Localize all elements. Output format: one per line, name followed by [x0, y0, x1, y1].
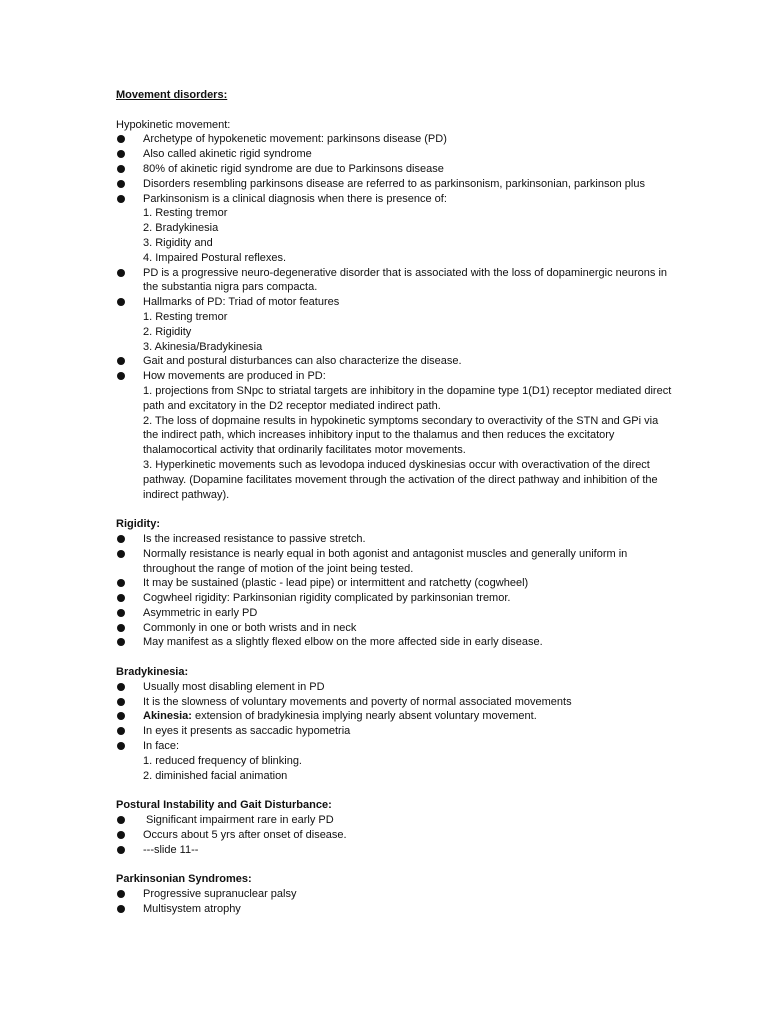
list-item: [116, 843, 676, 858]
list-item: [116, 680, 676, 695]
list-item: [116, 902, 676, 917]
section-hypokinetic: [116, 118, 676, 503]
list-item: [116, 621, 676, 636]
sub-item: 1. projections from SNpc to striatal targets are inhibitory in the dopamine type 1(D1) receptor mediated direct path and excitatory in the D2 receptor mediated indirect path.: [143, 384, 672, 412]
list-item-text: Asymmetric in early PD: [143, 606, 258, 619]
list-item: [116, 177, 676, 192]
list-item-text: Normally resistance is nearly equal in both agonist and antagonist muscles and generally uniform in throughout the range of motion of the joint being tested.: [143, 547, 628, 575]
bullet-icon: [117, 298, 125, 306]
bullet-icon: [117, 195, 125, 203]
list-item: [116, 295, 676, 354]
bullet-icon: [117, 831, 125, 839]
bullet-icon: [117, 535, 125, 543]
bullet-icon: [117, 150, 125, 158]
list-item: [116, 828, 676, 843]
bullet-icon: [117, 698, 125, 706]
list-item-text: Usually most disabling element in PD: [143, 680, 325, 693]
list-item: [116, 739, 676, 783]
sub-item: 2. diminished facial animation: [143, 769, 288, 782]
list-item-text: It is the slowness of voluntary movements and poverty of normal associated movements: [143, 695, 572, 708]
list-item-text: Cogwheel rigidity: Parkinsonian rigidity complicated by parkinsonian tremor.: [143, 592, 511, 605]
section-syndromes: [116, 872, 676, 916]
sub-item: 4. Impaired Postural reflexes.: [143, 251, 287, 264]
list-item: [116, 354, 676, 369]
list-item-text: Occurs about 5 yrs after onset of disease.: [143, 828, 347, 841]
list-item: [116, 606, 676, 621]
section-bradykinesia: [116, 665, 676, 783]
sub-item: 2. Bradykinesia: [143, 222, 219, 235]
list-item-text: In eyes it presents as saccadic hypometria: [143, 725, 351, 738]
sub-item: 1. reduced frequency of blinking.: [143, 754, 302, 767]
list-item: [116, 724, 676, 739]
bullet-icon: [117, 638, 125, 646]
bullet-icon: [117, 180, 125, 188]
list-item-text: Significant impairment rare in early PD: [146, 814, 334, 827]
list-item: [116, 547, 676, 577]
bullet-icon: [117, 712, 125, 720]
list-item-text: It may be sustained (plastic - lead pipe) or intermittent and ratchetty (cogwheel): [143, 577, 529, 590]
list-item: [116, 695, 676, 710]
list-item: [116, 576, 676, 591]
akinesia-term: Akinesia:: [143, 710, 192, 723]
list-item-text: Commonly in one or both wrists and in neck: [143, 621, 357, 634]
bullet-list: [116, 132, 676, 502]
bullet-icon: [117, 357, 125, 365]
bullet-icon: [117, 742, 125, 750]
bullet-icon: [117, 269, 125, 277]
bullet-icon: [117, 890, 125, 898]
list-item-text: How movements are produced in PD:: [143, 370, 326, 383]
list-item: [116, 132, 676, 147]
bullet-icon: [117, 372, 125, 380]
section-heading: Bradykinesia:: [116, 666, 189, 679]
bullet-icon: [117, 683, 125, 691]
bullet-icon: [117, 846, 125, 854]
section-heading: Rigidity:: [116, 518, 160, 531]
list-item-text: Gait and postural disturbances can also characterize the disease.: [143, 355, 462, 368]
list-item: [116, 162, 676, 177]
list-item: [116, 369, 676, 502]
list-item-text: Archetype of hypokenetic movement: parkinsons disease (PD): [143, 133, 447, 146]
bullet-icon: [117, 905, 125, 913]
list-item: [116, 709, 676, 724]
list-item: [116, 591, 676, 606]
list-item-text: Multisystem atrophy: [143, 902, 241, 915]
list-item-text: Hallmarks of PD: Triad of motor features: [143, 296, 340, 309]
section-rigidity: [116, 517, 676, 650]
list-item-text: Parkinsonism is a clinical diagnosis when there is presence of:: [143, 192, 447, 205]
list-item: [116, 266, 676, 296]
list-item-text: Progressive supranuclear palsy: [143, 888, 297, 901]
section-heading: Hypokinetic movement:: [116, 118, 231, 131]
sub-item: 1. Resting tremor: [143, 207, 228, 220]
bullet-list: [116, 887, 676, 917]
sub-item: 2. The loss of dopmaine results in hypokinetic symptoms secondary to overactivity of the STN and GPi via the indirect path, which increases inhibitory input to the thalamus and then reduces the excitatory thalamocortical activity that ordinarily facilitates motor movements.: [143, 414, 659, 457]
bullet-icon: [117, 579, 125, 587]
bullet-icon: [117, 816, 125, 824]
document-title: Movement disorders:: [116, 89, 228, 101]
section-heading: Postural Instability and Gait Disturbance:: [116, 799, 332, 812]
bullet-list: [116, 813, 676, 857]
sub-item: 2. Rigidity: [143, 325, 192, 338]
list-item-text: PD is a progressive neuro-degenerative disorder that is associated with the loss of dopaminergic neurons in the substantia nigra pars compacta.: [143, 266, 668, 294]
list-item-text: Also called akinetic rigid syndrome: [143, 148, 312, 161]
list-item-text: extension of bradykinesia implying nearly absent voluntary movement.: [191, 710, 537, 723]
document-content: [116, 88, 676, 931]
list-item: [116, 887, 676, 902]
bullet-list: [116, 532, 676, 650]
list-item-text: May manifest as a slightly flexed elbow on the more affected side in early disease.: [143, 636, 543, 649]
sub-item: 3. Rigidity and: [143, 236, 213, 249]
sub-item: 3. Akinesia/Bradykinesia: [143, 340, 263, 353]
list-item: [116, 147, 676, 162]
sub-item: 3. Hyperkinetic movements such as levodopa induced dyskinesias occur with overactivation of the direct pathway. (Dopamine facilitates movement through the activation of the direct pathway and inhibition of the indirect pathway).: [143, 458, 658, 501]
bullet-icon: [117, 727, 125, 735]
list-item-text: 80% of akinetic rigid syndrome are due to Parkinsons disease: [143, 162, 444, 175]
bullet-icon: [117, 550, 125, 558]
bullet-icon: [117, 594, 125, 602]
bullet-icon: [117, 165, 125, 173]
bullet-icon: [117, 135, 125, 143]
section-postural: [116, 798, 676, 857]
bullet-icon: [117, 609, 125, 617]
list-item-text: Is the increased resistance to passive stretch.: [143, 532, 366, 545]
bullet-list: [116, 680, 676, 784]
list-item-text: Disorders resembling parkinsons disease are referred to as parkinsonism, parkinsonian, parkinson plus: [143, 177, 645, 190]
list-item-text: In face:: [143, 740, 180, 753]
list-item: [116, 635, 676, 650]
list-item-text: ---slide 11--: [143, 843, 199, 856]
section-heading: Parkinsonian Syndromes:: [116, 873, 252, 886]
list-item: [116, 532, 676, 547]
sub-item: 1. Resting tremor: [143, 310, 228, 323]
list-item: [116, 192, 676, 266]
list-item: [116, 813, 676, 828]
bullet-icon: [117, 624, 125, 632]
